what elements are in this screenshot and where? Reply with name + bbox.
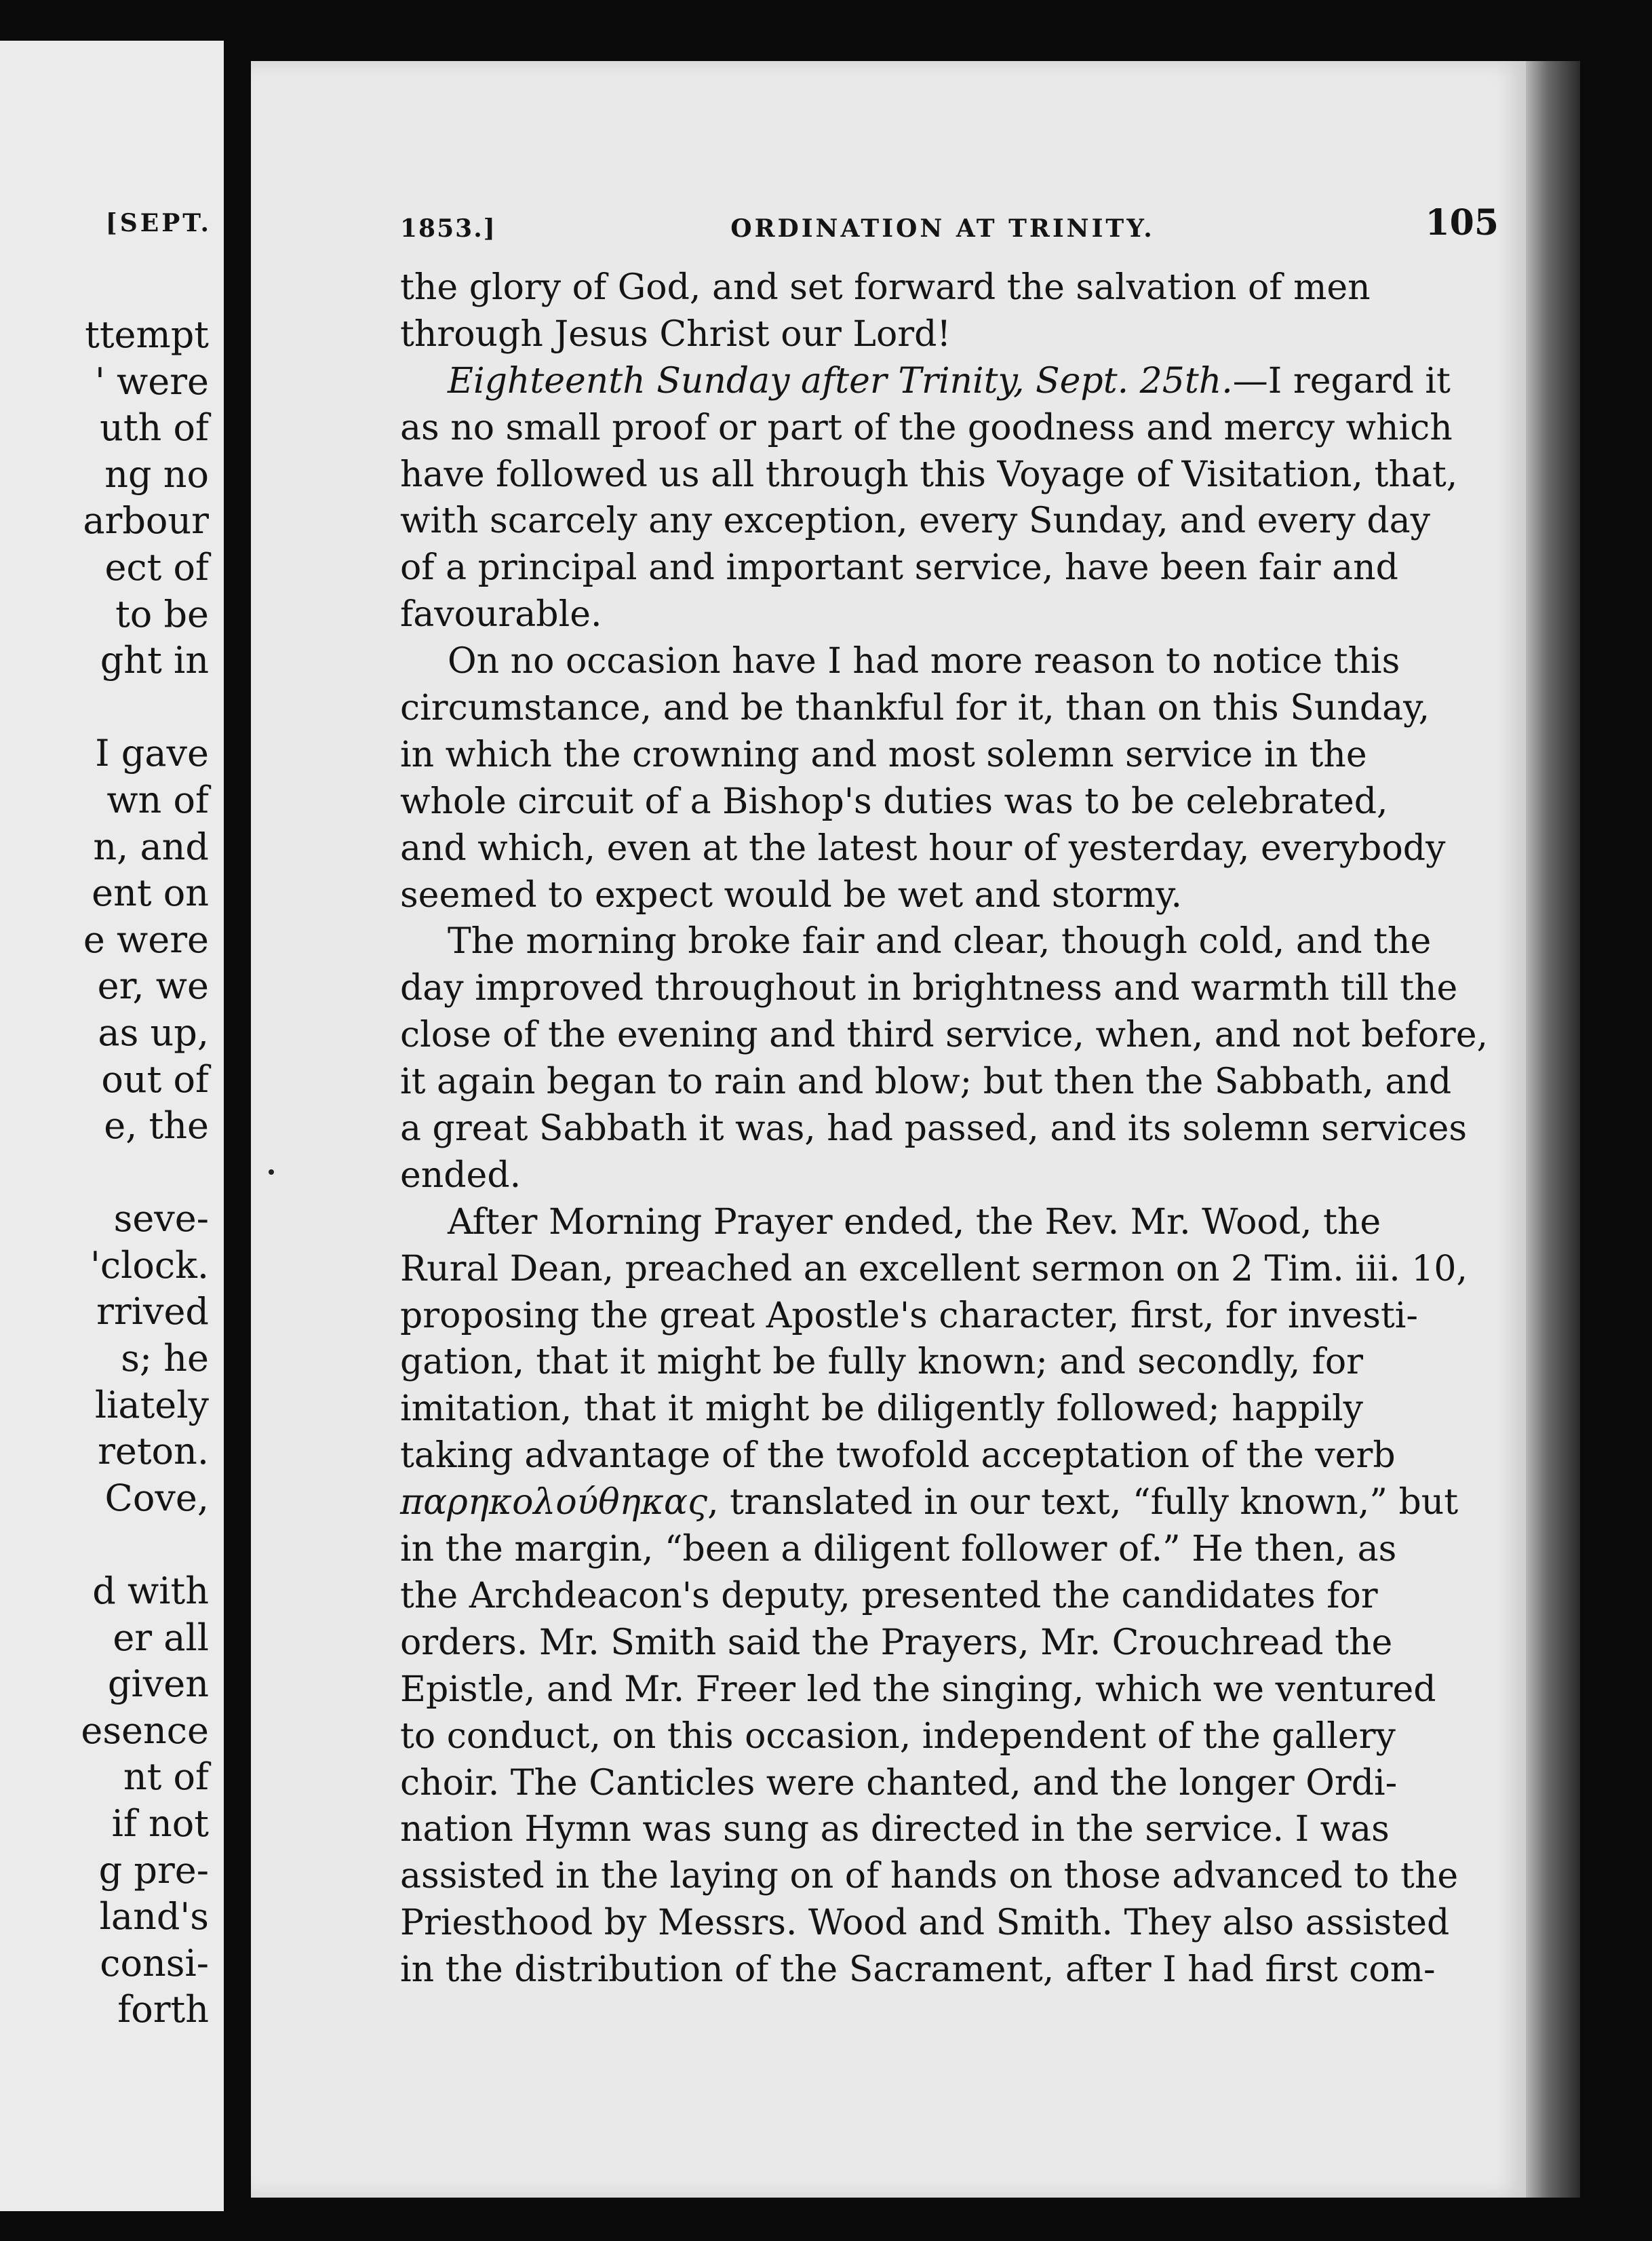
- facing-page-line: forth: [117, 1988, 209, 2031]
- facing-page-line: er, we: [97, 964, 209, 1008]
- text-line: the Archdeacon's deputy, presented the candidates for: [400, 1575, 1378, 1616]
- text-line: orders. Mr. Smith said the Prayers, Mr. Crouchread the: [400, 1622, 1393, 1663]
- text-line: day improved throughout in brightness and warmth till the: [400, 968, 1458, 1009]
- text-line: gation, that it might be fully known; and secondly, for: [400, 1342, 1363, 1383]
- facing-page-line: consi-: [100, 1941, 209, 1985]
- facing-page-line: if not: [111, 1802, 209, 1845]
- running-head: [400, 202, 1621, 256]
- facing-page-line: liately: [94, 1383, 209, 1426]
- text-line: ended.: [400, 1154, 522, 1196]
- text-line: proposing the great Apostle's character, first, for investi-: [400, 1295, 1418, 1336]
- text-line: imitation, that it might be diligently followed; happily: [400, 1388, 1363, 1430]
- facing-page-line: wn of: [106, 778, 209, 821]
- page-edge: [1526, 61, 1580, 2198]
- text-line: the glory of God, and set forward the salvation of men: [400, 267, 1371, 308]
- page-number: 105: [1425, 202, 1499, 243]
- facing-page-line: reton.: [98, 1430, 209, 1473]
- facing-page-line: out of: [101, 1057, 209, 1101]
- text-line: close of the evening and third service, when, and not before,: [400, 1015, 1489, 1056]
- facing-page-line: ect of: [104, 545, 209, 589]
- text-line: it again began to rain and blow; but then the Sabbath, and: [400, 1061, 1452, 1103]
- facing-page-line: as up,: [98, 1011, 209, 1054]
- facing-page-line: [81, 1150, 209, 1196]
- facing-page-text: [81, 312, 209, 2033]
- facing-page-line: uth of: [100, 406, 209, 450]
- line-remainder: , translated in our text, “fully known,” but: [707, 1482, 1459, 1523]
- text-line: through Jesus Christ our Lord!: [400, 313, 951, 355]
- facing-page-line: given: [107, 1662, 209, 1706]
- facing-page-line: esence: [81, 1709, 209, 1752]
- italic-phrase: παρηκολούθηκας: [400, 1482, 708, 1523]
- line-remainder: —I regard it: [1232, 360, 1451, 402]
- text-line: circumstance, and be thankful for it, than on this Sunday,: [400, 688, 1430, 729]
- running-head-year: 1853.]: [400, 214, 496, 243]
- facing-page-line: g pre-: [98, 1848, 209, 1892]
- text-line: in the distribution of the Sacrament, after I had first com-: [400, 1949, 1436, 1991]
- facing-page-fragment: [0, 41, 224, 2211]
- facing-page-line: e, the: [104, 1104, 209, 1148]
- facing-page-line: e were: [83, 918, 209, 961]
- text-line: have followed us all through this Voyage of Visitation, that,: [400, 454, 1458, 495]
- text-line: choir. The Canticles were chanted, and the longer Ordi-: [400, 1762, 1398, 1804]
- facing-page-line: er all: [113, 1616, 209, 1659]
- facing-page-line: 'clock.: [90, 1243, 209, 1287]
- facing-page-running-head: [SEPT.: [105, 209, 212, 237]
- text-line: After Morning Prayer ended, the Rev. Mr. Wood, the: [448, 1201, 1381, 1243]
- text-line: taking advantage of the twofold acceptation of the verb: [400, 1435, 1396, 1477]
- text-line: to conduct, on this occasion, independent of the gallery: [400, 1715, 1396, 1757]
- facing-page-line: ent on: [92, 872, 209, 915]
- text-line: whole circuit of a Bishop's duties was to be celebrated,: [400, 781, 1388, 822]
- facing-page-line: ght in: [100, 639, 209, 682]
- text-line: Rural Dean, preached an excellent sermon on 2 Tim. iii. 10,: [400, 1248, 1468, 1289]
- facing-page-line: I gave: [95, 732, 209, 775]
- facing-page-line: Cove,: [104, 1476, 209, 1519]
- body-text: [400, 265, 1489, 1993]
- text-line: Epistle, and Mr. Freer led the singing, which we ventured: [400, 1669, 1436, 1710]
- facing-page-line: nt of: [123, 1755, 209, 1799]
- facing-page-line: n, and: [93, 825, 209, 868]
- facing-page-line: rrived: [96, 1290, 209, 1333]
- text-line: Priesthood by Messrs. Wood and Smith. They also assisted: [400, 1903, 1450, 1944]
- facing-page-line: arbour: [83, 499, 209, 543]
- facing-page-line: ' were: [95, 359, 209, 403]
- facing-page-line: land's: [99, 1895, 209, 1938]
- text-line: assisted in the laying on of hands on those advanced to the: [400, 1856, 1459, 1897]
- text-line: a great Sabbath it was, had passed, and its solemn services: [400, 1108, 1468, 1150]
- text-line: in which the crowning and most solemn service in the: [400, 734, 1367, 775]
- text-line: seemed to expect would be wet and stormy.: [400, 874, 1182, 916]
- facing-page-line: s; he: [121, 1337, 209, 1380]
- facing-page-line: to be: [115, 592, 209, 636]
- facing-page-line: seve-: [113, 1197, 209, 1241]
- italic-phrase: Eighteenth Sunday after Trinity, Sept. 25th.: [448, 360, 1233, 402]
- text-line: as no small proof or part of the goodness and mercy which: [400, 407, 1453, 448]
- facing-page-line: [81, 1521, 209, 1568]
- text-line: [400, 358, 1451, 405]
- facing-page-line: ttempt: [85, 313, 209, 356]
- text-line: The morning broke fair and clear, though cold, and the: [448, 921, 1432, 962]
- text-line: with scarcely any exception, every Sunday, and every day: [400, 501, 1430, 542]
- running-head-title: ORDINATION AT TRINITY.: [730, 214, 1155, 243]
- text-line: of a principal and important service, have been fair and: [400, 547, 1398, 589]
- facing-page-line: ng no: [104, 452, 209, 496]
- text-line: nation Hymn was sung as directed in the service. I was: [400, 1809, 1390, 1850]
- facing-page-line: [81, 684, 209, 731]
- text-line: and which, even at the latest hour of yesterday, everybody: [400, 827, 1446, 869]
- facing-page-line: d with: [92, 1570, 209, 1613]
- text-line: [400, 1479, 1459, 1526]
- ink-speck: [269, 1169, 274, 1175]
- text-line: On no occasion have I had more reason to notice this: [448, 641, 1400, 682]
- text-line: favourable.: [400, 594, 602, 636]
- text-line: in the margin, “been a diligent follower of.” He then, as: [400, 1529, 1397, 1570]
